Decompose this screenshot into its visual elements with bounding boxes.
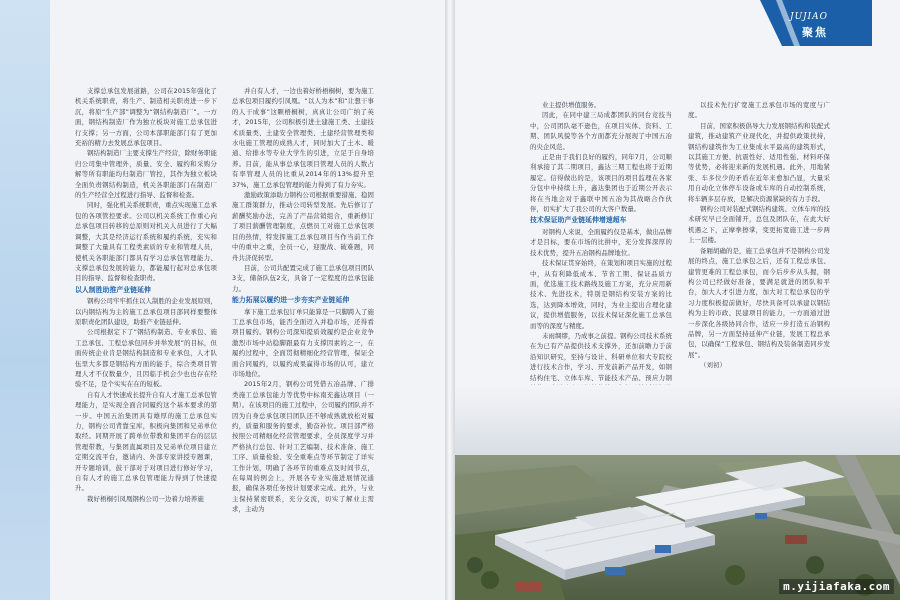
- paragraph: 对钢构人来说，全面履约仅是基本，做出品牌才是目标，要在市场的比拼中，充分发挥深厚的技术优势，提升五冶钢构品牌地位。: [530, 227, 672, 257]
- section-tab-english: JUJIAO: [790, 12, 828, 22]
- paragraph: 技术保证贯穿始终，在策划和项目实施的过程中，从有利降低成本、节省工期、保证品质方面，优选施工技术路线及施工方案，充分应用新技术、先进技术，特别是钢结构安装方案的比选，达到降本增效，同时，为业主提出合理化建议，提供增值服务，以技术保证深化施工总承包而等的深度与精度。: [530, 259, 672, 330]
- paragraph: 支撑总承包发展道路，公司在2015年强化了机关系统职责，将生产、制造相关职责进一步下沉，将原“生产部”调整为“钢结构制造厂”。一方面，钢结构制造厂作为独立板块对施工总承包进行支撑；另一方面，公司本部职能部门有了更加充裕的精力去发展总承包项目。: [75, 87, 217, 148]
- paragraph: 以技术先行扩宽施工总承包市场的宽度与广度。: [688, 101, 830, 120]
- paragraph: 拿下施工总承包订单只能算是一只脚跨入了施工总承包市场，能否全面迈入并稳市场，还得看项目履约。钢构公司深知提质效履约是企业竞争激烈市场中站稳脚跟最有力支撑因素的之一，在履约过程中，全面贯彻精细化经营管理，保证全面合同履约，以履约成果赢得市场的认可，建立市场地位。: [232, 307, 374, 378]
- paragraph: 目前，国家积极倡导大力发展钢结构和装配式建筑，推动建筑产业现代化，并提供政策扶持，钢结构建筑作为工业集成水平最高的建筑形式，以其施工方便、抗震性好、适用性强、材料环保等优势，必将迎来新的发展机遇。此外，用地紧张、车多位少的矛盾在近年来愈加凸显，大量采用自动化立体停车设备或车库的自动控制系统，将车辆多层存放，是解决资源紧缺的有力手段。: [688, 121, 830, 203]
- section-tab-chinese: 聚焦: [802, 26, 828, 39]
- left-column-1: [75, 86, 217, 504]
- paragraph: 目前，公司共配置完成了施工总承包项目团队3支，储备队伍2支，具备了一定程度的总承包能力。: [232, 263, 374, 293]
- paragraph: 钢构公司牢牢抓住以人制胜的企业发展原则，以内钢结构为主的施工总承包项目部同样要整体原职责化团队建设，助推产业链延伸。: [75, 297, 217, 326]
- paragraph: 栽好梧桐引凤凰钢构公司一边着力培养施: [87, 494, 204, 503]
- right-column-2: [688, 100, 830, 371]
- paragraph: 未雨绸缪，乃成事之前提。钢构公司技术系统在为已有产品提供技术支撑外，还加前瞻力于前沿知识研究，至持与设计、科研单位和大专院校进行技术合作，学习、开发前新产品开发，如钢结构住宅、立体车库、节能技术产品、预应力钢: [530, 331, 672, 382]
- paragraph: 并自有人才，一边也着好桥梧桐树，要为施工总承包项目履约引凤凰。“以人为本”和“让想干事的人干成事”这颗梧桐树，真真让公司广纳了英才，2015年，公司积极引进土建施工类、土建技术质量类、土建安全管理类、土建经营管理类和水电施工管理的成熟人才，同时加大了土木、暖通、给排水等专业大学生的引进，立足于自身培养。目前，能从事总承包项目管理人员的人数占有率管理人员的比重从2014年的13%提升至37%，施工总承包管理的能力得到了有力夯实。: [232, 87, 374, 189]
- paragraph: 钢结构制造厂主要支撑生产经营，除财务职能归公司集中管理外，质量、安全、履约和采购分解等所有职能均归制造厂管控，其作为独立板块全面负责钢结构制造，机关各职能部门在制造厂的生产经营全过程进行指导、监督和检查。: [75, 149, 217, 200]
- author-signature: （刘初）: [700, 361, 726, 370]
- paragraph: 备厢胡确的是，施工总承包并不是钢构公司发展的终点，施工总承包之后，还有工程总承包、建管更难的工程总承包，而今后步步从头握，钢构公司已经做好准备，要满足就进的团队和平台，加大人才引进力度，加大对工程总承包的学习力度积极提前做好，尽快具备可以承建以钢结构为主的市政、民建项目的能力，一方面通过进一步深化各级协同合作，适应一步打造五冶钢构品牌，另一方面坚持延伸产业链，发展工程总承包，以确保“工程承包、钢结构及装备制造同步发展”。: [688, 246, 830, 359]
- book-spine: [445, 0, 455, 600]
- decorative-blue-band: [0, 0, 50, 600]
- aerial-factory-illustration: [455, 385, 900, 600]
- paragraph: 自有人才快速成长提升自有人才施工总承包管理能力，是实现全面合同履约这个基本要求的第一步。中国五治集团具有雄厚的施工总承包实力，钢构公司背靠宝库，积极向集团和兄弟单位取经。同期开展了跨单位带教和集团平台的层层管理带教，与集团直属项目及兄弟单位项目建立定期交流平台，邀请内、外部专家讲授专题课，开专题培训，鼓干部对于对项目进行修好学习，自有人才的施工总承包管理能力得到了快速提升。: [75, 390, 217, 493]
- paragraph: 钢构公司对装配式钢结构建筑、立体车库的技术研究早已全面铺开，总包及团队在，在此大好机遇之下，正摩拳擦掌，变更拓宽施工进一步两上一层楼。: [688, 205, 830, 245]
- paragraph: 同时，强化机关系统职责，重点实现施工总承包的各项管控要求。公司以机关系统工作重心向总承包项目转移的总原则对机关人员进行了大幅调整，大其是经济运行系统和履约系统，充实和调整了大量具有工程类素质的专业和管理人员，使机关各职能部门都具有学习总承包管理能力、支撑总承包发展的能力，都能履行起对总承包项目的指导、监督和检查职责。: [75, 201, 217, 283]
- right-column-1: [530, 100, 672, 404]
- paragraph: 因此，在同中建三局成都团队的同台竞技当中，公司团队毫不逊色，在项目实体、资料、工期、团队风貌等各个方面都充分展现了中国五冶的央企风范。: [530, 111, 672, 151]
- section-heading: 能力拓展以履约进一步夯实产业链延伸: [232, 296, 350, 305]
- paragraph: 业主提供增值服务。: [542, 101, 601, 109]
- left-column-2: [232, 86, 374, 515]
- paragraph: 公司根据定下了“钢结构制造、专业承包、施工总承包、工程总承包同步并举发展”的目标，但面传统企业肯是钢结构制造和专业承包，人才队伍里大多都是钢结构方面的能手，综合类项目管理人才不仅数量少，且因临手机会少也也存在经验不足，是个实实在在的短板。: [75, 328, 217, 389]
- section-heading: 技术保证助产业链延伸增速超车: [530, 216, 627, 225]
- left-page: [0, 0, 445, 600]
- aerial-factory-photo: [455, 385, 900, 600]
- section-heading: 以人制胜助推产业链延伸: [75, 285, 151, 294]
- watermark-text: m.yijiafaka.com: [779, 579, 894, 594]
- paragraph: 激励政策添助力钢构公司根据重要措施、稳固施工群策群力，推动公司转型发展。先后修订了薪酬奖励办法，完善了产品营销组合，重新修订了项目薪酬管理制度，点燃员工对施工总承包项目的热情，特发挥施工总承包项目当作当前工作中的重中之重，全员一心，迎脱战、破难题，同舟共济促转型。: [232, 191, 374, 262]
- paragraph: 正是由于我们良好的履约，同年7月，公司顺利承接了其二期项目，鑫达三期工程也将于近期履定。信得做出的是，该项目的项目监理在各家分包中申持续上升，鑫达集团也于近期公开表示将在当地会对于鑫联中国五冶为其战略合作伙伴，切实扩大了我公司的大客户数量。: [530, 153, 672, 214]
- paragraph: 2015年2月，钢构公司凭借五冶品牌、广排类施工总承包能力等优势中标南充鑫达项目（一期）。在该项目的施工过程中，公司履约团队并不因为自身总承包项目团队还不够成熟就放松对履约，质量和服务的要求，勤奋补位。项目部严格按照公司精细化经营管理要求，全员深度学习并严格执行总包、针对工艺编制、技术准备、施工工序、质量检验、安全重难点等环节制定了详实工作计划，明确了各环节的重难点及时间节点，在每周的例会上，开展各专业实施进展情况通报，确保各项任务按计划要求完成。此外，与业主保持紧密联系，充分交流，切实了解业主需求，主动为: [232, 380, 374, 514]
- section-tab: [760, 0, 872, 46]
